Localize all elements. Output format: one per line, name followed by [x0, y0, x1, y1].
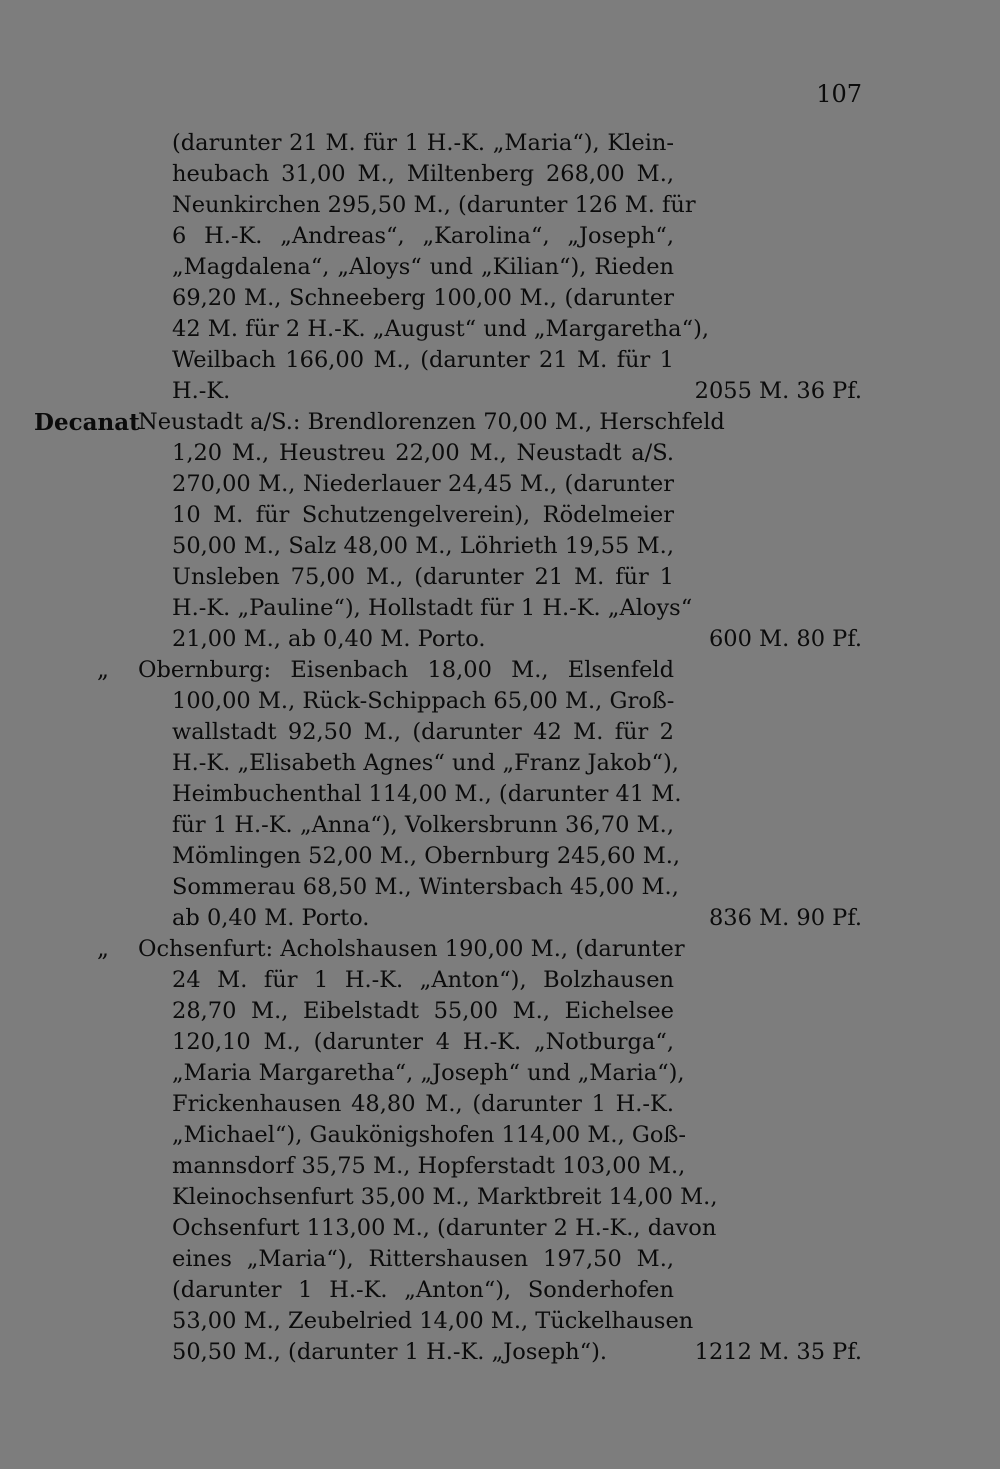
text-line: „Magdalena“, „Aloys“ und „Kilian“), Rieden [172, 254, 674, 280]
text-line: 10 M. für Schutzengelverein), Rödelmeier [172, 502, 674, 528]
text-line: 120,10 M., (darunter 4 H.-K. „Notburga“, [172, 1029, 674, 1055]
text-line: 28,70 M., Eibelstadt 55,00 M., Eichelsee [172, 998, 674, 1024]
text-line: ab 0,40 M. Porto. 836 M. 90 Pf. [0, 903, 1000, 934]
text-line: „Maria Margaretha“, „Joseph“ und „Maria“), [172, 1060, 685, 1086]
text-line: Kleinochsenfurt 35,00 M., Marktbreit 14,00 M., [172, 1184, 718, 1210]
entry-label: „ [97, 657, 109, 683]
text-line: 1,20 M., Heustreu 22,00 M., Neustadt a/S. [172, 440, 674, 466]
donation-entry [0, 655, 1000, 934]
text-line: Neustadt a/S.: Brendlorenzen 70,00 M., Herschfeld [138, 409, 725, 435]
text-line: H.-K. „Elisabeth Agnes“ und „Franz Jakob“), [172, 750, 679, 776]
text-line: mannsdorf 35,75 M., Hopferstadt 103,00 M., [172, 1153, 686, 1179]
text-line: für 1 H.-K. „Anna“), Volkersbrunn 36,70 M., [172, 812, 674, 838]
text-line: Ochsenfurt: Acholshausen 190,00 M., (darunter [138, 936, 685, 962]
text-line: Heimbuchenthal 114,00 M., (darunter 41 M. [172, 781, 682, 807]
text-line: (darunter 21 M. für 1 H.-K. „Maria“), Klein- [172, 130, 674, 156]
entry-label: Decanat [34, 409, 140, 436]
text-line: Neunkirchen 295,50 M., (darunter 126 M. für [172, 192, 696, 218]
entry-sum: 1212 M. 35 Pf. [694, 1339, 862, 1365]
donation-entry [0, 934, 1000, 1368]
page-number: 107 [816, 80, 862, 108]
text-line: Frickenhausen 48,80 M., (darunter 1 H.-K. [172, 1091, 674, 1117]
text-line: Unsleben 75,00 M., (darunter 21 M. für 1 [172, 564, 674, 590]
text-line: 270,00 M., Niederlauer 24,45 M., (darunter [172, 471, 674, 497]
text-line: Obernburg: Eisenbach 18,00 M., Elsenfeld [138, 657, 674, 683]
entry-sum: 600 M. 80 Pf. [708, 626, 862, 652]
text-line: H.-K. „Pauline“), Hollstadt für 1 H.-K. „Aloys“ [172, 595, 693, 621]
text-line: 6 H.-K. „Andreas“, „Karolina“, „Joseph“, [172, 223, 674, 249]
donation-entry [0, 407, 1000, 655]
text-line: heubach 31,00 M., Miltenberg 268,00 M., [172, 161, 674, 187]
text-line: 50,00 M., Salz 48,00 M., Löhrieth 19,55 M., [172, 533, 674, 559]
text-line: „Michael“), Gaukönigshofen 114,00 M., Goß- [172, 1122, 687, 1148]
text-line: Mömlingen 52,00 M., Obernburg 245,60 M., [172, 843, 681, 869]
entry-sum: 2055 M. 36 Pf. [694, 378, 862, 404]
text-line: 53,00 M., Zeubelried 14,00 M., Tückelhausen [172, 1308, 694, 1334]
text-line: 100,00 M., Rück-Schippach 65,00 M., Groß- [172, 688, 675, 714]
document-body [0, 128, 1000, 1368]
text-line: 69,20 M., Schneeberg 100,00 M., (darunter [172, 285, 674, 311]
text-line: eines „Maria“), Rittershausen 197,50 M., [172, 1246, 674, 1272]
text-line: 21,00 M., ab 0,40 M. Porto. 600 M. 80 Pf. [0, 624, 1000, 655]
text-line: 50,50 M., (darunter 1 H.-K. „Joseph“). 1212 M. 35 Pf. [0, 1337, 1000, 1368]
text-line: H.-K. 2055 M. 36 Pf. [0, 376, 1000, 407]
text-line: 42 M. für 2 H.-K. „August“ und „Margaretha“), [172, 316, 710, 342]
entry-label: „ [97, 936, 109, 962]
text-line: Weilbach 166,00 M., (darunter 21 M. für 1 [172, 347, 674, 373]
text-line: (darunter 1 H.-K. „Anton“), Sonderhofen [172, 1277, 674, 1303]
text-line: 24 M. für 1 H.-K. „Anton“), Bolzhausen [172, 967, 674, 993]
donation-entry [0, 128, 1000, 407]
text-line: wallstadt 92,50 M., (darunter 42 M. für 2 [172, 719, 674, 745]
text-line: Ochsenfurt 113,00 M., (darunter 2 H.-K., davon [172, 1215, 717, 1241]
text-line: Sommerau 68,50 M., Wintersbach 45,00 M., [172, 874, 679, 900]
entry-sum: 836 M. 90 Pf. [708, 905, 862, 931]
